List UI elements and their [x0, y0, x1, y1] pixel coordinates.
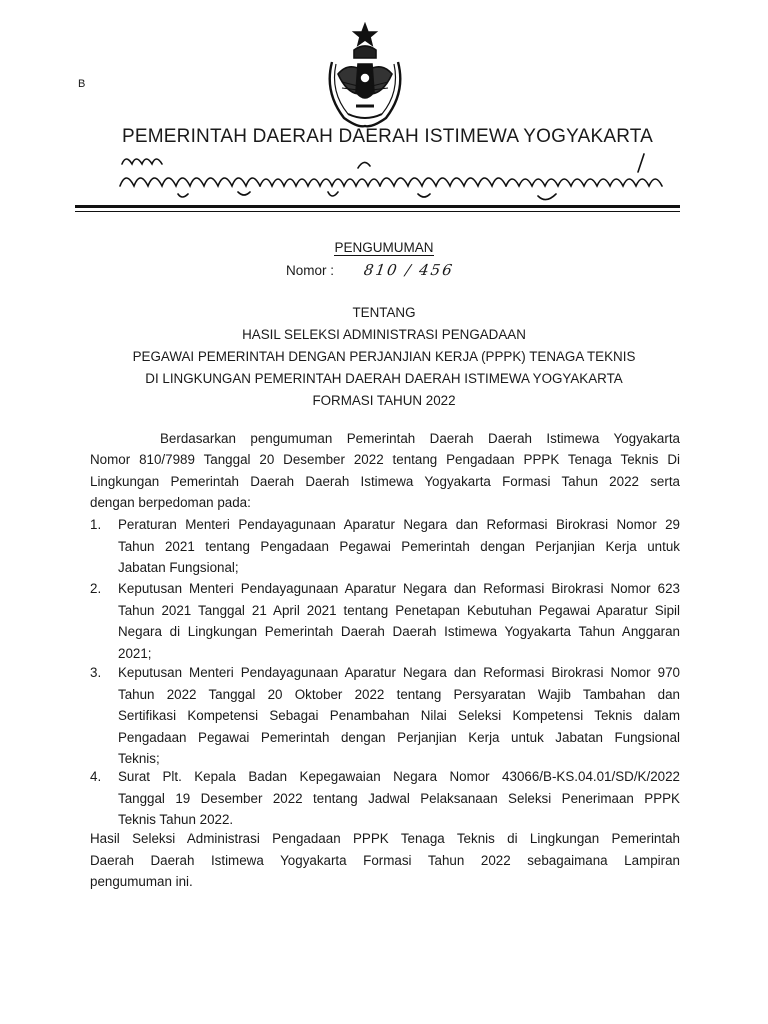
reference-line: Tanggal 19 Desember 2022 tentang Jadwal Pelaksanaan Seleksi Penerimaan PPPK [118, 790, 680, 806]
reference-line: Tahun 2022 Tanggal 20 Oktober 2022 tentang Persyaratan Wajib Tambahan dan [118, 686, 680, 702]
reference-line: Keputusan Menteri Pendayagunaan Aparatur Negara dan Reformasi Birokrasi Nomor 623 [118, 581, 680, 596]
reference-line: Peraturan Menteri Pendayagunaan Aparatur Negara dan Reformasi Birokrasi Nomor 29 [118, 517, 680, 532]
reference-line: Keputusan Menteri Pendayagunaan Aparatur Negara dan Reformasi Birokrasi Nomor 970 [118, 665, 680, 680]
subject-line-5: FORMASI TAHUN 2022 [312, 393, 456, 408]
reference-number: 1. [90, 517, 102, 532]
reference-line: Negara di Lingkungan Pemerintah Daerah Daerah Istimewa Yogyakarta Tahun Anggaran [118, 624, 680, 639]
reference-line: Surat Plt. Kepala Badan Kepegawaian Negara Nomor 43066/B-KS.04.01/SD/K/2022 [118, 769, 680, 784]
announcement-title: PENGUMUMAN [334, 240, 434, 255]
intro-line: dengan berpedoman pada: [90, 495, 251, 510]
reference-line: Teknis; [118, 751, 160, 766]
intro-paragraph-first-line [160, 428, 680, 450]
intro-paragraph [90, 449, 680, 514]
intro-line: Nomor 810/7989 Tanggal 20 Desember 2022 tentang Pengadaan PPPK Tenaga Teknis Di [90, 452, 680, 467]
corner-mark: B [78, 78, 86, 90]
letterhead-rule-thin [75, 211, 680, 212]
reference-number: 4. [90, 769, 102, 784]
intro-line: Lingkungan Pemerintah Daerah Daerah Istimewa Yogyakarta Formasi Tahun 2022 serta [90, 473, 680, 489]
letterhead-rule-thick [75, 205, 680, 208]
subject-line-1: TENTANG [352, 305, 416, 320]
intro-line: Berdasarkan pengumuman Pemerintah Daerah Daerah Istimewa Yogyakarta [160, 431, 680, 446]
reference-line: Jabatan Fungsional; [118, 560, 239, 575]
closing-line: pengumuman ini. [90, 874, 193, 889]
reference-number: 2. [90, 581, 102, 596]
reference-line: Teknis Tahun 2022. [118, 812, 234, 827]
subject-line-4: DI LINGKUNGAN PEMERINTAH DAERAH DAERAH ISTIMEWA YOGYAKARTA [145, 371, 623, 386]
closing-line: Hasil Seleksi Administrasi Pengadaan PPPK Tenaga Teknis di Lingkungan Pemerintah [90, 831, 680, 846]
reference-number: 3. [90, 665, 102, 680]
reference-line: Sertifikasi Kompetensi Sebagai Penambahan Nilai Seleksi Kompetensi Teknis dalam [118, 708, 680, 723]
subject-line-3: PEGAWAI PEMERINTAH DENGAN PERJANJIAN KERJA (PPPK) TENAGA TEKNIS [132, 349, 636, 364]
closing-line: Daerah Daerah Istimewa Yogyakarta Formasi Tahun 2022 sebagaimana Lampiran [90, 852, 680, 868]
coat-of-arms-emblem [318, 22, 412, 132]
number-label: Nomor : [286, 263, 335, 278]
reference-line: Pengadaan Pegawai Pemerintah dengan Perjanjian Kerja untuk Jabatan Fungsional [118, 729, 680, 745]
number-value-handwritten: 810 / 456 [362, 261, 455, 279]
reference-line: Tahun 2021 tentang Pengadaan Pegawai Pemerintah dengan Perjanjian Kerja untuk [118, 538, 680, 554]
closing-paragraph [90, 828, 680, 893]
government-name: PEMERINTAH DAERAH DAERAH ISTIMEWA YOGYAKARTA [122, 126, 654, 147]
javanese-script-letterhead [118, 146, 678, 204]
subject-line-2: HASIL SELEKSI ADMINISTRASI PENGADAAN [242, 327, 526, 342]
reference-line: Tahun 2021 Tanggal 21 April 2021 tentang Penetapan Kebutuhan Pegawai Aparatur Sipil [118, 602, 680, 618]
announcement-number [286, 261, 454, 279]
reference-line: 2021; [118, 645, 152, 661]
